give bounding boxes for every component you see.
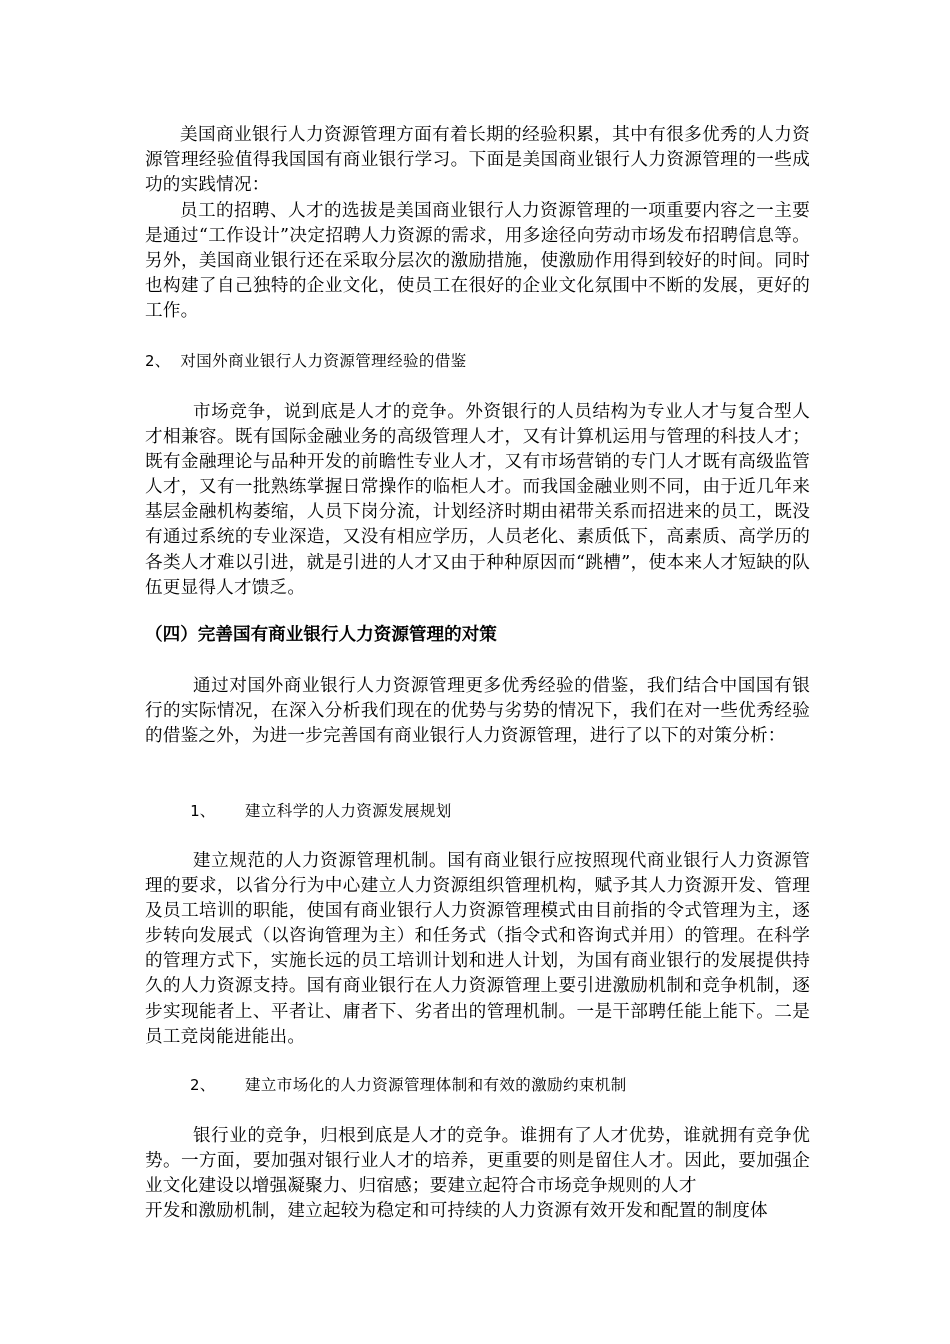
subheading-text: 建立科学的人力资源发展规划: [245, 802, 452, 820]
paragraph-banking-talent-competition: 银行业的竞争，归根到底是人才的竞争。谁拥有了人才优势，谁就拥有竞争优势。一方面，要加强对银行业人才的培养，更重要的则是留住人才。因此，要加强企业文化建设以增强凝聚力、归宿感；要建立起符合市场竞争规则的人才: [145, 1126, 810, 1197]
paragraph-banking-talent-continued: 开发和激励机制，建立起较为稳定和可持续的人力资源有效开发和配置的制度体: [145, 1201, 768, 1221]
section-heading-countermeasures: （四）完善国有商业银行人力资源管理的对策: [145, 625, 497, 645]
subheading-hr-development-plan: [190, 800, 810, 822]
paragraph-us-bank-recruitment: 员工的招聘、人才的选拔是美国商业银行人力资源管理的一项重要内容之一主要是通过“工作设计”决定招聘人力资源的需求，用多途径向劳动市场发布招聘信息等。另外，美国商业银行还在采取分层次的激励措施，使激励作用得到较好的时间。同时也构建了自己独特的企业文化，使员工在很好的企业文化氛围中不断的发展，更好的工作。: [145, 201, 810, 322]
subheading-number: 1、: [190, 802, 216, 820]
paragraph-market-competition: 市场竞争，说到底是人才的竞争。外资银行的人员结构为专业人才与复合型人才相兼容。既有国际金融业务的高级管理人才，又有计算机运用与管理的科技人才；既有金融理论与品种开发的前瞻性专业人才，又有市场营销的专门人才既有高级监管人才，又有一批熟练掌握日常操作的临柜人才。而我国金融业则不同，由于近几年来基层金融机构萎缩，人员下岗分流，计划经济时期由裙带关系而招进来的员工，既没有通过系统的专业深造，又没有相应学历，人员老化、素质低下，高素质、高学历的各类人才难以引进，就是引进的人才又由于种种原因而“跳槽”，使本来人才短缺的队伍更显得人才馈乏。: [145, 402, 810, 598]
paragraph-us-bank-hr-intro: 美国商业银行人力资源管理方面有着长期的经验积累，其中有很多优秀的人力资源管理经验值得我国国有商业银行学习。下面是美国商业银行人力资源管理的一些成功的实践情况：: [145, 125, 810, 196]
paragraph-hr-management-mechanism: 建立规范的人力资源管理机制。国有商业银行应按照现代商业银行人力资源管理的要求，以省分行为中心建立人力资源组织管理机构，赋予其人力资源开发、管理及员工培训的职能，使国有商业银行人力资源管理模式由目前指的令式管理为主，逐步转向发展式（以咨询管理为主）和任务式（指令式和咨询式并用）的管理。在科学的管理方式下，实施长远的员工培训计划和进人计划，为国有商业银行的发展提供持久的人力资源支持。国有商业银行在人力资源管理上要引进激励机制和竞争机制，逐步实现能者上、平者让、庸者下、劣者出的管理机制。一是干部聘任能上能下。二是员工竞岗能进能出。: [145, 851, 810, 1047]
paragraph-countermeasure-intro: 通过对国外商业银行人力资源管理更多优秀经验的借鉴，我们结合中国国有银行的实际情况，在深入分析我们现在的优势与劣势的情况下，我们在对一些优秀经验的借鉴之外，为进一步完善国有商业银行人力资源管理，进行了以下的对策分析：: [145, 676, 810, 747]
heading-foreign-bank-experience: 2、 对国外商业银行人力资源管理经验的借鉴: [145, 352, 467, 370]
subheading-number: 2、: [190, 1076, 216, 1094]
subheading-text: 建立市场化的人力资源管理体制和有效的激励约束机制: [245, 1076, 627, 1094]
subheading-market-hr-system: [190, 1074, 810, 1096]
